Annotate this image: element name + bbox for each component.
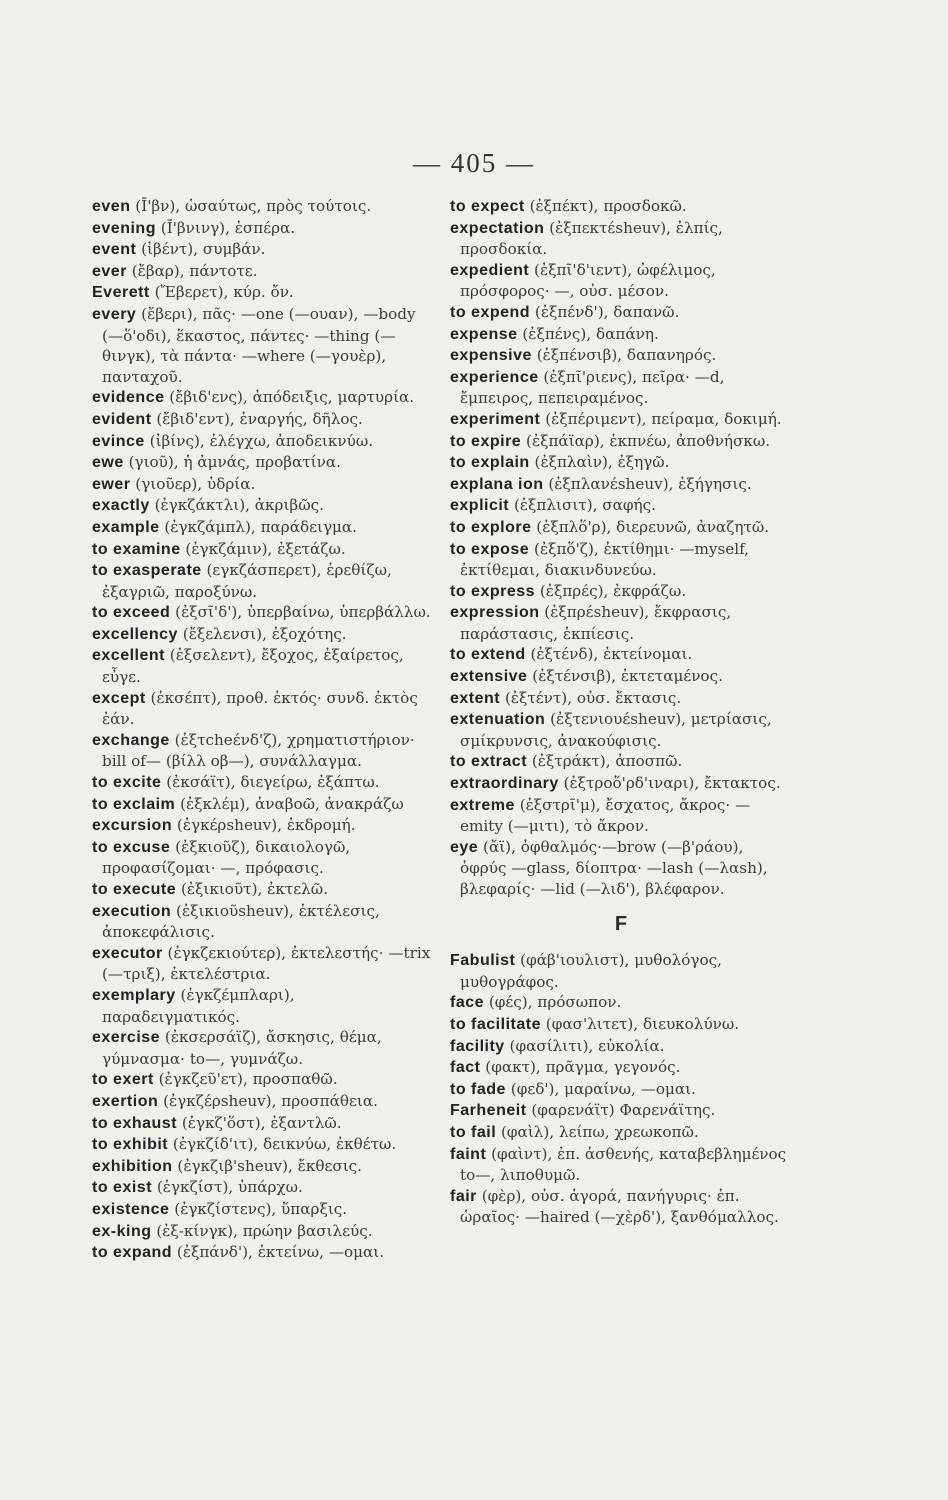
definition: (ἐξπῖ'δ'ιεντ), ὠφέλιμος, πρόσφορος· —, οὐσ. μέσον. [460,260,716,301]
dictionary-entry [92,1113,432,1135]
dictionary-entry [92,409,432,431]
dictionary-entry [92,1069,432,1091]
dictionary-entry [450,324,792,346]
definition: (φές), πρόσωπον. [484,993,622,1012]
dictionary-entry [92,474,432,496]
definition: (ἐξτένσιβ), ἐκτεταμένος. [527,667,723,686]
definition: (γιοῦερ), ὑδρία. [130,474,256,493]
headword: extreme [450,796,515,814]
definition: (ἐξπάϊαρ), ἐκπνέω, ἀποθνήσκω. [521,431,771,450]
dictionary-entry [450,795,792,837]
dictionary-entry [450,1014,792,1036]
definition: (ἔξελενσι), ἐξοχότης. [177,624,347,643]
definition: (Ἔβερετ), κύρ. ὄν. [149,283,294,302]
headword: ex-king [92,1222,152,1240]
headword: example [92,518,160,536]
headword: face [450,994,485,1012]
headword: to expose [450,540,530,558]
headword: to explain [450,454,530,472]
headword: to expect [450,198,525,215]
right-column [450,196,792,1228]
definition: (ἐξτροὅ'ρδ'ιναρι), ἔκτακτος. [558,774,781,793]
dictionary-entry [450,1186,792,1228]
dictionary-entry [92,1242,432,1264]
definition: (ἐξπένσιβ), δαπανηρός. [531,346,717,365]
definition: (ἐξστρῖ'μ), ἔσχατος, ἄκρος· —emity (—μιτι), τὸ ἄκρον. [460,795,751,836]
dictionary-entry [92,624,432,646]
dictionary-entry [450,1057,792,1079]
definition: (ἐξπλανέsheuv), ἐξήγησις. [543,474,752,493]
headword: ewe [92,454,124,472]
definition: (ἐξτέντ), οὐσ. ἔκτασις. [500,688,682,707]
definition: (ἐξπρέsheuv), ἔκφρασις, παράστασις, ἐκπίεσις. [460,603,732,643]
definition: (ἐγκζέμπλαρι), παραδειγματικός. [102,985,295,1026]
headword: evidence [92,389,165,407]
dictionary-entry [92,730,432,772]
definition: (ἐξπένς), δαπάνη. [517,324,659,343]
definition: (ἐξπλὅ'ρ), διερευνῶ, ἀναζητῶ. [531,517,770,536]
dictionary-entry [450,992,792,1014]
headword: expression [450,604,540,622]
dictionary-entry [92,282,432,304]
dictionary-entry [450,837,792,900]
definition: (ἐγκζίστενς), ὕπαρξις. [169,1199,348,1218]
dictionary-entry [92,261,432,283]
right-entries-e [450,196,792,900]
dictionary-entry [92,985,432,1027]
definition: (ἐξτενιουέsheuv), μετρίασις, σμίκρυνσις, ἀνακούφισις. [460,710,772,750]
dictionary-entry [92,387,432,409]
headword: exactly [92,497,150,515]
dictionary-entry [92,688,432,730]
definition: (ἐγκζιβ'sheuv), ἔκθεσις. [172,1156,362,1175]
headword: execution [92,902,172,920]
page-number: — 405 — [413,148,535,178]
headword: Everett [92,284,150,302]
headword: explana ion [450,475,544,493]
definition: (ἐξπέκτ), προσδοκῶ. [524,197,687,215]
dictionary-entry [450,539,792,581]
headword: to extract [450,753,528,771]
dictionary-entry [92,1156,432,1178]
headword: fair [450,1187,477,1205]
headword: to exasperate [92,562,202,580]
headword: exercise [92,1029,161,1047]
definition: (φαὶλ), λείπω, χρεωκοπῶ. [496,1122,699,1141]
dictionary-entry [450,666,792,688]
headword: to fail [450,1123,497,1141]
definition: (φακτ), πρᾶγμα, γεγονός. [480,1058,681,1077]
headword: extensive [450,668,528,686]
dictionary-entry [92,794,432,816]
headword: ewer [92,475,131,493]
dictionary-entry [450,367,792,409]
definition: (ἐξσελεντ), ἔξοχος, ἐξαίρετος, εὖγε. [102,646,404,687]
dictionary-entry [92,304,432,387]
definition: (ἐγκζ'ὅστ), ἐξαντλῶ. [177,1113,342,1132]
headword: extent [450,689,501,707]
dictionary-entry [450,602,792,644]
definition: (ἐξπλαὶν), ἐξηγῶ. [529,453,670,472]
dictionary-entry [92,431,432,453]
dictionary-entry [92,1221,432,1243]
dictionary-entry [92,943,432,985]
definition: (ἐγκζίδ'ιτ), δεικνύω, ἐκθέτω. [168,1135,397,1154]
definition: (φαρενάϊτ) Φαρενάϊτης. [526,1101,716,1120]
dictionary-entry [92,1091,432,1113]
section-letter: F [614,912,628,935]
headword: excellency [92,625,178,643]
headword: expedient [450,261,530,279]
headword: to examine [92,540,181,558]
headword: ever [92,262,127,280]
definition: (ἐγκζεῦ'ετ), προσπαθῶ. [153,1070,338,1089]
definition: (ἰβίνς), ἐλέγχω, ἀποδεικνύω. [144,431,374,450]
headword: to expand [92,1244,173,1262]
dictionary-entry [92,837,432,879]
definition: (ἐξπεκτέsheuv), ἐλπίς, προσδοκία. [460,218,723,259]
definition: (Ī'βν), ὡσαύτως, πρὸς τούτοις. [130,197,372,215]
headword: executor [92,944,163,962]
definition: (φάβ'ιουλιστ), μυθολόγος, μυθογράφος. [460,951,722,991]
dictionary-entry [450,1079,792,1101]
definition: (ἐξκλέμ), ἀναβοῶ, ἀνακράζω [175,794,404,813]
headword: except [92,689,146,707]
definition: (ἐξικιοῦsheuv), ἐκτέλεσις, ἀποκεφάλισις. [102,901,380,942]
dictionary-entry [450,950,792,992]
headword: to exhaust [92,1114,178,1132]
definition: (φεδ'), μαραίνω, —ομαι. [505,1079,696,1098]
dictionary-entry [92,815,432,837]
definition: (ἐγκζίστ), ὑπάρχω. [152,1178,303,1197]
dictionary-entry [450,644,792,666]
definition: (ἐξπρές), ἐκφράζω. [535,581,687,600]
headword: expensive [450,347,532,365]
dictionary-entry [92,1199,432,1221]
dictionary-entry [450,1122,792,1144]
headword: every [92,305,137,323]
headword: experiment [450,410,541,428]
dictionary-entry [450,196,792,218]
headword: excursion [92,817,173,835]
definition: (ἐξ-κίνγκ), πρώην βασιλεύς. [151,1221,373,1240]
definition: (ἐξπάνδ'), ἐκτείνω, —ομαι. [172,1243,385,1262]
definition: (ἐξικιοῦτ), ἐκτελῶ. [176,880,328,898]
headword: exchange [92,731,170,749]
dictionary-entry [450,495,792,517]
headword: to expire [450,432,522,450]
headword: evince [92,432,145,450]
definition: (ἔβιδ'εντ), ἐναργής, δῆλος. [151,409,363,428]
dictionary-entry [450,709,792,751]
headword: to explore [450,518,532,536]
dictionary-entry [450,302,792,324]
definition: (φασ'λιτετ), διευκολύνω. [540,1014,740,1033]
headword: to excuse [92,838,171,856]
dictionary-entry [450,431,792,453]
dictionary-entry [92,495,432,517]
dictionary-entry [450,260,792,302]
dictionary-entry [92,1027,432,1069]
definition: (ἐξπῖ'ριενς), πεῖρα· —d, ἔμπειρος, πεπειραμένος. [460,367,725,408]
headword: to expend [450,303,531,321]
dictionary-entry [92,517,432,539]
dictionary-entry [450,345,792,367]
headword: evening [92,219,156,237]
headword: to facilitate [450,1015,541,1033]
dictionary-entry [92,645,432,687]
headword: expense [450,325,518,343]
dictionary-entry [92,901,432,943]
dictionary-entry [450,1144,792,1186]
definition: (ἐγκέρsheuv), ἐκδρομή. [172,816,356,835]
dictionary-entry [92,879,432,901]
definition: (Ī'βνινγ), ἑσπέρα. [155,218,296,237]
dictionary-entry [92,239,432,261]
headword: eye [450,838,479,856]
headword: expectation [450,219,545,237]
headword: existence [92,1200,170,1218]
definition: (ἐξπέριμεντ), πείραμα, δοκιμή. [540,409,782,428]
definition: (ἐξπὅ'ζ), ἐκτίθημι· —myself, ἐκτίθεμαι, διακινδυνεύω. [460,539,750,580]
dictionary-entry [92,560,432,602]
dictionary-entry [450,1100,792,1122]
definition: (ἔβιδ'ενς), ἀπόδειξις, μαρτυρία. [164,388,415,407]
headword: exhibition [92,1157,173,1175]
dictionary-entry [92,602,432,624]
headword: to excite [92,774,162,792]
definition: (ἄϊ), ὀφθαλμός·—brow (—β'ράου), ὀφρύς —glass, δίοπτρα· —lash (—λαsh), βλεφαρίς· —lid (—λιδ'), βλέφαρον. [460,837,768,898]
left-column [92,196,432,1264]
headword: event [92,241,137,259]
dictionary-entry [450,218,792,260]
definition: (εγκζάσπερετ), ἐρεθίζω, ἐξαγριῶ, παροξύνω. [102,561,392,601]
definition: (ἐκσερσάϊζ), ἄσκησις, θέμα, γύμνασμα· to—, γυμνάζω. [102,1028,382,1068]
dictionary-entry [450,474,792,496]
headword: to exclaim [92,795,176,813]
definition: (φὲρ), οὐσ. ἀγορά, πανήγυρις· ἐπ. ὡραῖος· —haired (—χὲρδ'), ξανθόμαλλος. [460,1186,779,1227]
dictionary-entry [92,196,432,218]
definition: (ἐξπλισιτ), σαφής. [509,496,656,515]
definition: (γιοῦ), ἡ ἀμνάς, προβατίνα. [123,453,341,472]
definition: (ἐξτράκτ), ἀποσπῶ. [527,752,683,771]
dictionary-entry [450,452,792,474]
definition: (ἐκσέπτ), προθ. ἐκτός· συνδ. ἐκτὸς ἐάν. [102,688,418,729]
dictionary-entry [92,218,432,240]
headword: Farheneit [450,1102,527,1120]
dictionary-entry [450,688,792,710]
headword: faint [450,1145,487,1163]
definition: (ἐγκζάμπλ), παράδειγμα. [159,517,357,536]
dictionary-entry [450,751,792,773]
definition: (ἐξσῖ'δ'), ὑπερβαίνω, ὑπερβάλλω. [170,603,431,622]
dictionary-entry [92,1134,432,1156]
headword: experience [450,368,539,386]
dictionary-entry [450,517,792,539]
dictionary-entry [450,581,792,603]
headword: facility [450,1037,505,1055]
definition: (ἐγκζεκιούτερ), ἐκτελεστής· —trix (—τριξ), ἐκτελέστρια. [102,943,431,984]
dictionary-entry [92,1177,432,1199]
headword: to fade [450,1080,506,1098]
dictionary-entry [450,773,792,795]
headword: exemplary [92,986,176,1004]
definition: (ἐγκζάκτλι), ἀκριβῶς. [149,496,324,515]
definition: (ἐξκιοῦζ), δικαιολογῶ, προφασίζομαι· —, πρόφασις. [102,837,351,878]
right-entries-f [450,950,792,1228]
definition: (φαὶντ), ἐπ. ἀσθενής, καταβεβλημένος to—, λιποθυμῶ. [460,1144,787,1185]
definition: (ἰβέντ), συμβάν. [136,240,266,259]
definition: (ἐγκζέρsheuv), προσπάθεια. [158,1091,378,1110]
dictionary-entry [450,1036,792,1058]
dictionary-entry [92,772,432,794]
headword: excellent [92,647,165,665]
headword: to express [450,582,536,600]
dictionary-entry [92,452,432,474]
headword: even [92,198,131,215]
headword: to exhibit [92,1136,169,1154]
definition: (ἔβερι), πᾶς· —one (—ουαν), —body (—ὅ'οδι), ἕκαστος, πάντες· —thing (—θινγκ), τὰ πάντα· —where (—γουὲρ), πανταχοῦ. [102,304,416,386]
definition: (ἐκσάϊτ), διεγείρω, ἐξάπτω. [161,773,380,792]
dictionary-entry [450,409,792,431]
headword: to extend [450,646,526,664]
headword: explicit [450,497,510,515]
headword: to exert [92,1071,154,1089]
headword: Fabulist [450,952,516,970]
headword: to exist [92,1179,153,1197]
dictionary-entry [92,539,432,561]
definition: (ἐγκζάμιν), ἐξετάζω. [180,539,346,558]
headword: extenuation [450,711,546,729]
definition: (ἐξτcheένδ'ζ), χρηματιστήριον· bill of— (βίλλ οβ—), συνάλλαγμα. [102,730,415,771]
definition: (ἔβαρ), πάντοτε. [126,261,258,280]
definition: (ἐξτένδ), ἐκτείνομαι. [525,645,693,664]
headword: exertion [92,1092,159,1110]
headword: evident [92,410,152,428]
headword: fact [450,1059,481,1077]
definition: (φασίλιτι), εὐκολία. [504,1036,665,1055]
headword: to execute [92,881,177,898]
headword: extraordinary [450,775,559,793]
definition: (ἐξπένδ'), δαπανῶ. [530,302,680,321]
headword: to exceed [92,604,171,622]
